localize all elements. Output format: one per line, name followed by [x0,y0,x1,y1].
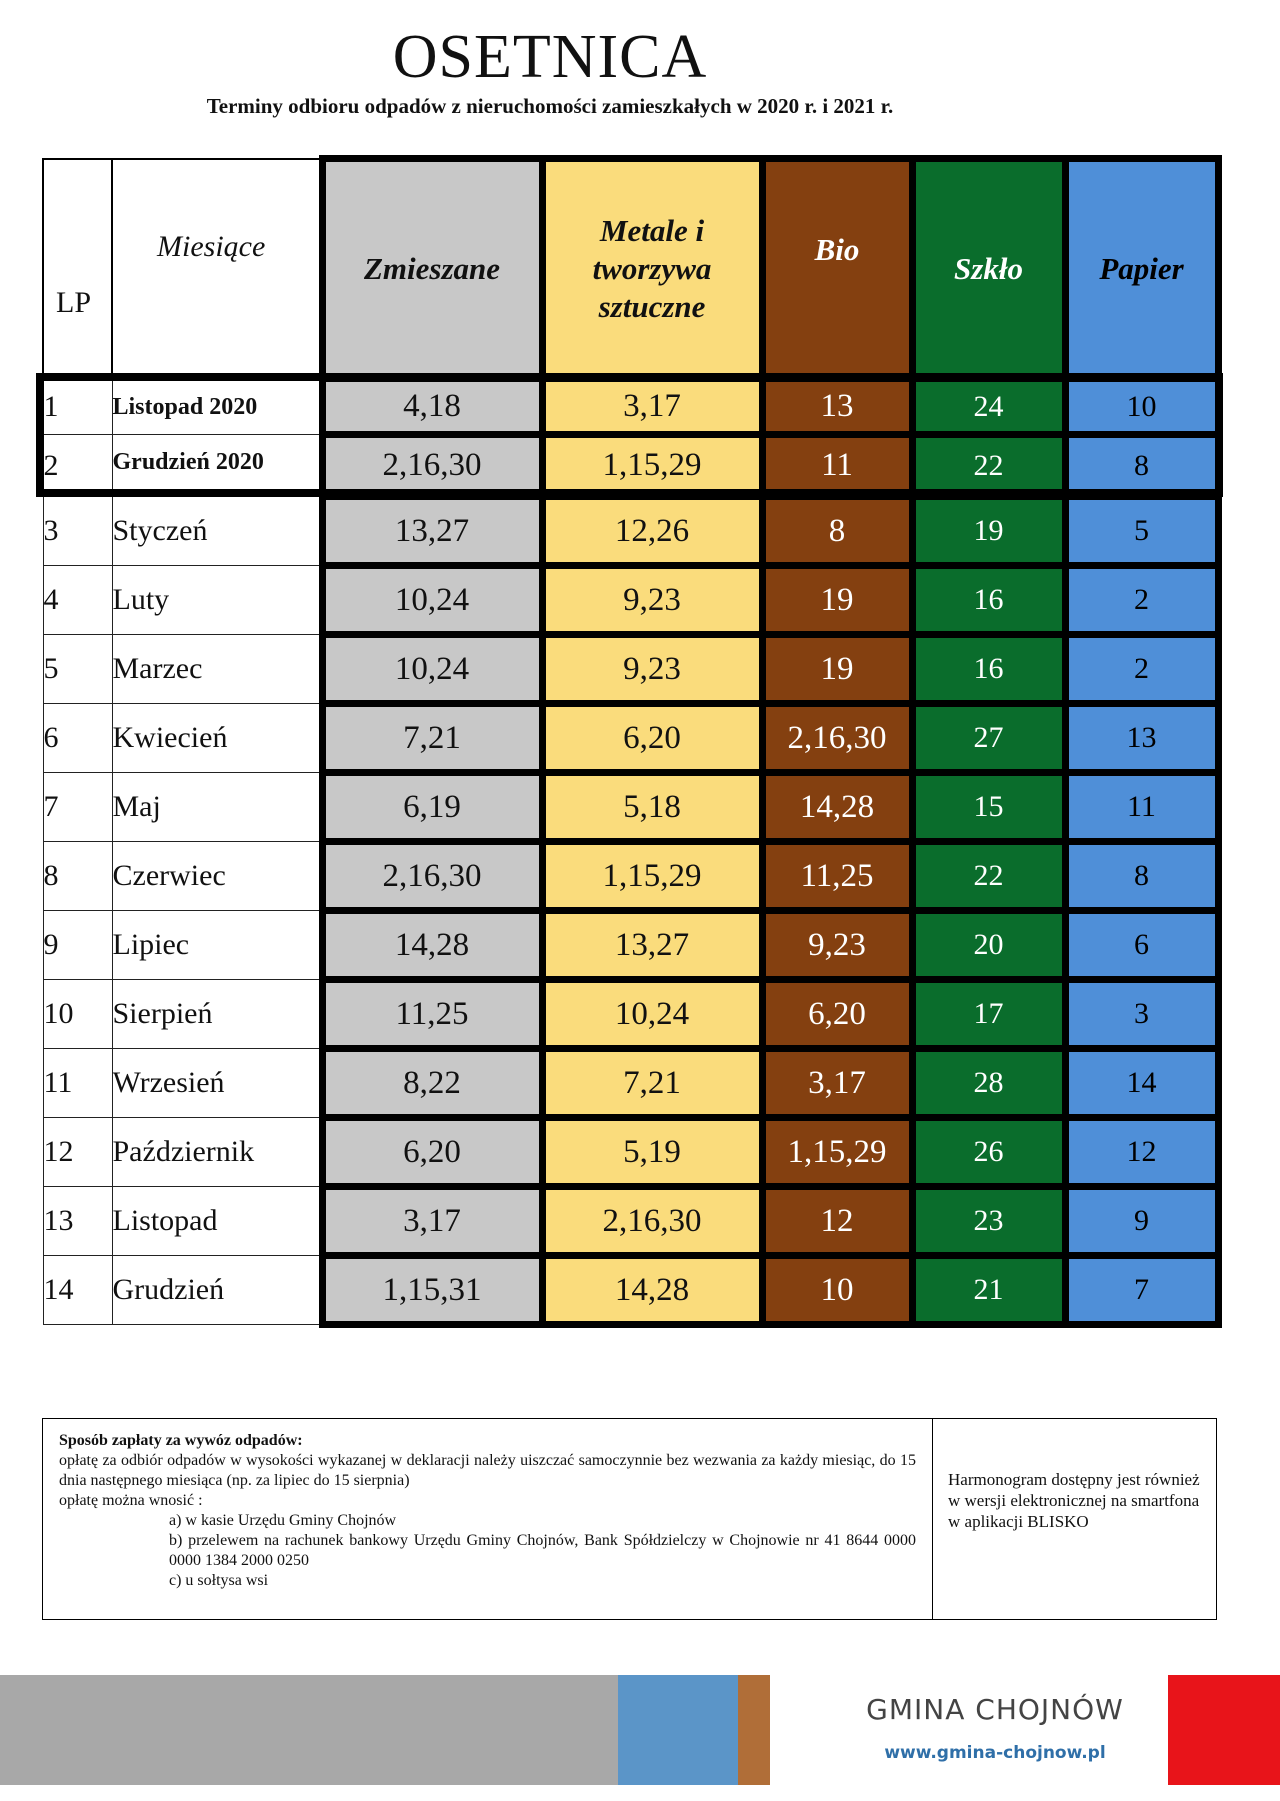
footer-gray-bar [0,1675,618,1785]
cell-bio: 10 [762,1256,912,1325]
table-row [43,704,1218,773]
cell-lp: 14 [43,1256,112,1325]
cell-bio: 19 [762,566,912,635]
cell-month: Grudzień 2020 [112,435,322,497]
cell-metals: 12,26 [542,497,762,566]
table-row [43,497,1218,566]
cell-month: Październik [112,1118,322,1187]
footer-brown-bar [738,1675,770,1785]
cell-glass: 23 [912,1187,1065,1256]
cell-glass: 28 [912,1049,1065,1118]
cell-metals: 9,23 [542,566,762,635]
cell-bio: 2,16,30 [762,704,912,773]
cell-mixed: 1,15,31 [322,1256,542,1325]
cell-glass: 27 [912,704,1065,773]
payment-line-1: opłatę za odbiór odpadów w wysokości wykazanej w deklaracji należy uiszczać samoczynnie bez wezwania za każdy miesiąc, do 15 dnia następnego miesiąca (np. za lipiec do 15 sierpnia) [59,1452,916,1489]
cell-mixed: 8,22 [322,1049,542,1118]
table-row [43,773,1218,842]
app-availability-note: Harmonogram dostępny jest również w wersji elektronicznej na smartfona w aplikacji BLISKO [948,1470,1200,1531]
cell-paper: 3 [1065,980,1218,1049]
column-header-bio: Bio [762,159,912,379]
cell-month: Marzec [112,635,322,704]
cell-month: Kwiecień [112,704,322,773]
cell-metals: 13,27 [542,911,762,980]
cell-mixed: 6,19 [322,773,542,842]
table-header-row [43,159,1218,379]
cell-paper: 8 [1065,842,1218,911]
footer-blue-bar [618,1675,738,1785]
table-row [43,842,1218,911]
cell-paper: 10 [1065,379,1218,435]
cell-paper: 9 [1065,1187,1218,1256]
cell-lp: 13 [43,1187,112,1256]
cell-metals: 14,28 [542,1256,762,1325]
payment-info-box [42,1418,1217,1620]
footer-red-block [1168,1675,1280,1785]
column-header-metals [542,159,762,379]
cell-mixed: 4,18 [322,379,542,435]
cell-mixed: 2,16,30 [322,842,542,911]
cell-paper: 14 [1065,1049,1218,1118]
cell-bio: 11,25 [762,842,912,911]
cell-lp: 5 [43,635,112,704]
cell-metals: 7,21 [542,1049,762,1118]
cell-metals: 9,23 [542,635,762,704]
cell-lp: 11 [43,1049,112,1118]
table-row [43,635,1218,704]
cell-month: Maj [112,773,322,842]
cell-paper: 2 [1065,635,1218,704]
cell-month: Lipiec [112,911,322,980]
footer-website-link[interactable]: www.gmina-chojnow.pl [884,1743,1106,1763]
column-header-lp: LP [43,159,112,379]
payment-option-c: c) u sołtysa wsi [169,1572,269,1589]
payment-instructions [43,1419,933,1619]
cell-mixed: 2,16,30 [322,435,542,497]
cell-glass: 15 [912,773,1065,842]
cell-glass: 22 [912,842,1065,911]
schedule-table-wrapper [42,155,1217,1355]
cell-mixed: 14,28 [322,911,542,980]
cell-month: Czerwiec [112,842,322,911]
cell-month: Grudzień [112,1256,322,1325]
column-header-mixed: Zmieszane [322,159,542,379]
cell-mixed: 11,25 [322,980,542,1049]
cell-glass: 26 [912,1118,1065,1187]
cell-metals: 5,18 [542,773,762,842]
cell-lp: 8 [43,842,112,911]
cell-glass: 17 [912,980,1065,1049]
cell-paper: 8 [1065,435,1218,497]
table-row [43,911,1218,980]
cell-lp: 10 [43,980,112,1049]
cell-glass: 21 [912,1256,1065,1325]
table-row [43,1118,1218,1187]
cell-paper: 6 [1065,911,1218,980]
column-header-metals-label: Metale i tworzywa sztuczne [592,212,712,324]
cell-lp: 1 [43,379,112,435]
cell-bio: 12 [762,1187,912,1256]
cell-bio: 8 [762,497,912,566]
cell-metals: 5,19 [542,1118,762,1187]
cell-bio: 14,28 [762,773,912,842]
cell-metals: 1,15,29 [542,842,762,911]
cell-mixed: 10,24 [322,566,542,635]
cell-lp: 4 [43,566,112,635]
cell-lp: 3 [43,497,112,566]
cell-bio: 1,15,29 [762,1118,912,1187]
cell-mixed: 7,21 [322,704,542,773]
cell-glass: 16 [912,566,1065,635]
cell-metals: 3,17 [542,379,762,435]
cell-bio: 9,23 [762,911,912,980]
cell-glass: 16 [912,635,1065,704]
payment-line-2: opłatę można wnosić : [59,1492,203,1509]
page-title: OSETNICA [392,23,708,91]
cell-metals: 10,24 [542,980,762,1049]
cell-month: Styczeń [112,497,322,566]
table-row [43,1256,1218,1325]
cell-metals: 6,20 [542,704,762,773]
cell-bio: 19 [762,635,912,704]
cell-paper: 7 [1065,1256,1218,1325]
cell-mixed: 3,17 [322,1187,542,1256]
cell-month: Luty [112,566,322,635]
cell-lp: 6 [43,704,112,773]
cell-paper: 13 [1065,704,1218,773]
cell-month: Sierpień [112,980,322,1049]
cell-bio: 11 [762,435,912,497]
cell-glass: 19 [912,497,1065,566]
column-header-paper: Papier [1065,159,1218,379]
cell-bio: 13 [762,379,912,435]
cell-metals: 2,16,30 [542,1187,762,1256]
cell-month: Wrzesień [112,1049,322,1118]
column-header-glass: Szkło [912,159,1065,379]
cell-month: Listopad 2020 [112,379,322,435]
cell-lp: 9 [43,911,112,980]
cell-glass: 20 [912,911,1065,980]
table-row [43,1187,1218,1256]
cell-mixed: 10,24 [322,635,542,704]
cell-month: Listopad [112,1187,322,1256]
cell-bio: 6,20 [762,980,912,1049]
table-row [43,435,1218,497]
page-subtitle: Terminy odbioru odpadów z nieruchomości zamieszkałych w 2020 r. i 2021 r. [206,94,894,118]
schedule-table [42,155,1222,1328]
cell-paper: 5 [1065,497,1218,566]
table-row [43,566,1218,635]
table-row [43,379,1218,435]
table-row [43,1049,1218,1118]
payment-heading: Sposób zapłaty za wywóz odpadów: [59,1432,303,1449]
cell-mixed: 13,27 [322,497,542,566]
payment-option-b: b) przelewem na rachunek bankowy Urzędu Gminy Chojnów, Bank Spółdzielczy w Chojnowie nr 41 8644 0000 0000 1384 2000 0250 [169,1532,916,1569]
table-row [43,980,1218,1049]
footer-banner [0,1675,1280,1785]
cell-paper: 12 [1065,1118,1218,1187]
cell-bio: 3,17 [762,1049,912,1118]
cell-lp: 12 [43,1118,112,1187]
cell-glass: 22 [912,435,1065,497]
cell-mixed: 6,20 [322,1118,542,1187]
cell-lp: 2 [43,435,112,497]
cell-paper: 11 [1065,773,1218,842]
footer-municipality-name: GMINA CHOJNÓW [866,1693,1124,1726]
payment-option-a: a) w kasie Urzędu Gminy Chojnów [169,1512,397,1529]
cell-glass: 24 [912,379,1065,435]
cell-lp: 7 [43,773,112,842]
column-header-month: Miesiące [112,159,322,379]
cell-metals: 1,15,29 [542,435,762,497]
cell-paper: 2 [1065,566,1218,635]
